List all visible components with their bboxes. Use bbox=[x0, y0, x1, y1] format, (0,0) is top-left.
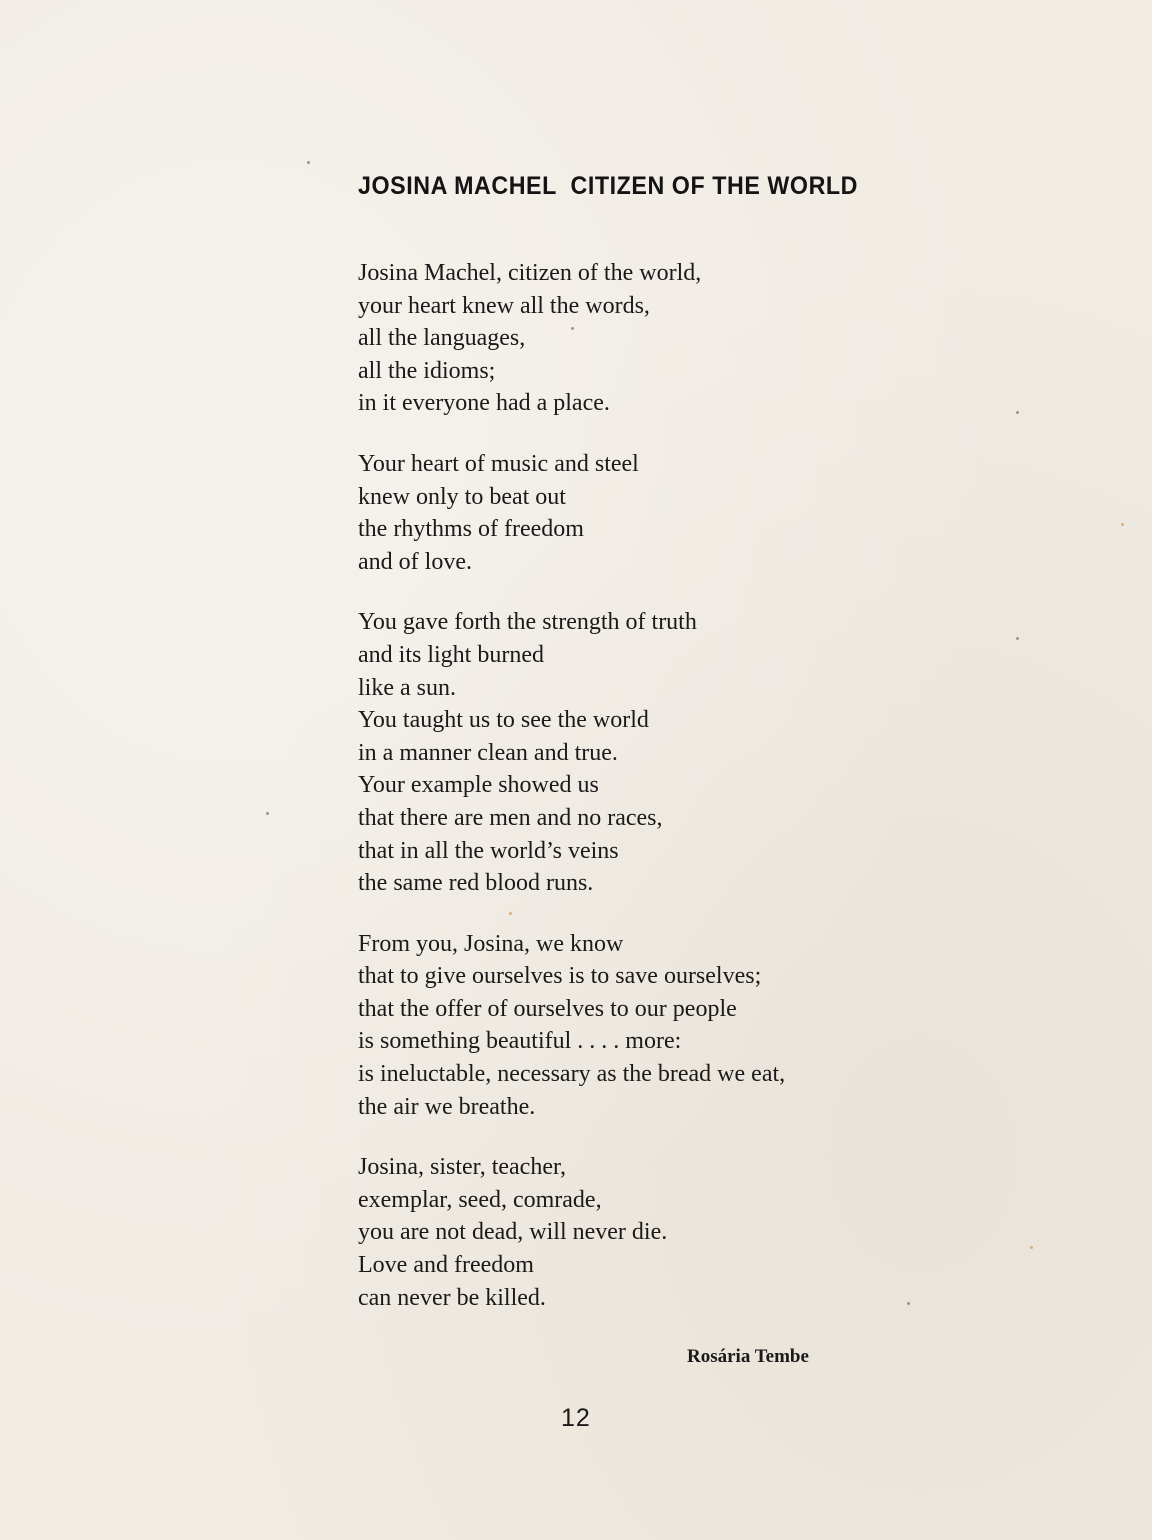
poem-line: Josina, sister, teacher, bbox=[358, 1154, 567, 1181]
poem-line: Your example showed us bbox=[358, 772, 599, 799]
author-signature: Rosária Tembe bbox=[687, 1346, 809, 1367]
poem-line: you are not dead, will never die. bbox=[358, 1219, 668, 1246]
stanza bbox=[358, 1151, 998, 1314]
paper-speck bbox=[1030, 1246, 1033, 1249]
poem-line: all the languages, bbox=[358, 325, 526, 352]
poem-body bbox=[358, 257, 998, 1342]
page-number: 12 bbox=[561, 1404, 591, 1432]
poem-line: the air we breathe. bbox=[358, 1093, 536, 1120]
poem-line: Josina Machel, citizen of the world, bbox=[358, 260, 702, 286]
poem-line: the rhythms of freedom bbox=[358, 516, 584, 543]
paper-speck bbox=[1016, 411, 1019, 414]
poem-line: that there are men and no races, bbox=[358, 804, 663, 831]
poem-line: can never be killed. bbox=[358, 1284, 546, 1311]
poem-line: Love and freedom bbox=[358, 1252, 534, 1279]
poem-line: the same red blood runs. bbox=[358, 870, 594, 897]
stanza bbox=[358, 448, 998, 578]
poem-line: your heart knew all the words, bbox=[358, 292, 650, 319]
poem-title: JOSINA MACHEL CITIZEN OF THE WORLD bbox=[358, 172, 859, 200]
paper-speck bbox=[1121, 523, 1124, 526]
stanza bbox=[358, 606, 998, 899]
poem-line: in it everyone had a place. bbox=[358, 390, 610, 417]
poem-line: is ineluctable, necessary as the bread we eat, bbox=[358, 1061, 786, 1088]
paper-speck bbox=[1016, 637, 1019, 640]
poem-line: all the idioms; bbox=[358, 357, 496, 384]
poem-line: Your heart of music and steel bbox=[358, 450, 639, 477]
paper-speck bbox=[571, 327, 574, 330]
poem-line: exemplar, seed, comrade, bbox=[358, 1186, 602, 1213]
stanza bbox=[358, 928, 998, 1124]
poem-line: that the offer of ourselves to our people bbox=[358, 995, 737, 1022]
paper-speck bbox=[509, 912, 512, 915]
poem-line: knew only to beat out bbox=[358, 483, 566, 510]
stanza bbox=[358, 257, 998, 420]
poem-line: in a manner clean and true. bbox=[358, 739, 618, 766]
poem-line: is something beautiful . . . . more: bbox=[358, 1028, 682, 1055]
poem-line: and of love. bbox=[358, 548, 472, 575]
poem-line: You gave forth the strength of truth bbox=[358, 609, 697, 636]
poem-line: like a sun. bbox=[358, 674, 456, 701]
paper-speck bbox=[307, 161, 310, 164]
poem-line: and its light burned bbox=[358, 641, 544, 668]
poem-line: From you, Josina, we know bbox=[358, 930, 624, 957]
poem-line: that in all the world’s veins bbox=[358, 837, 619, 864]
poem-line: that to give ourselves is to save ourselves; bbox=[358, 963, 762, 990]
paper-speck bbox=[907, 1302, 910, 1305]
paper-speck bbox=[266, 812, 269, 815]
poem-line: You taught us to see the world bbox=[358, 707, 649, 734]
